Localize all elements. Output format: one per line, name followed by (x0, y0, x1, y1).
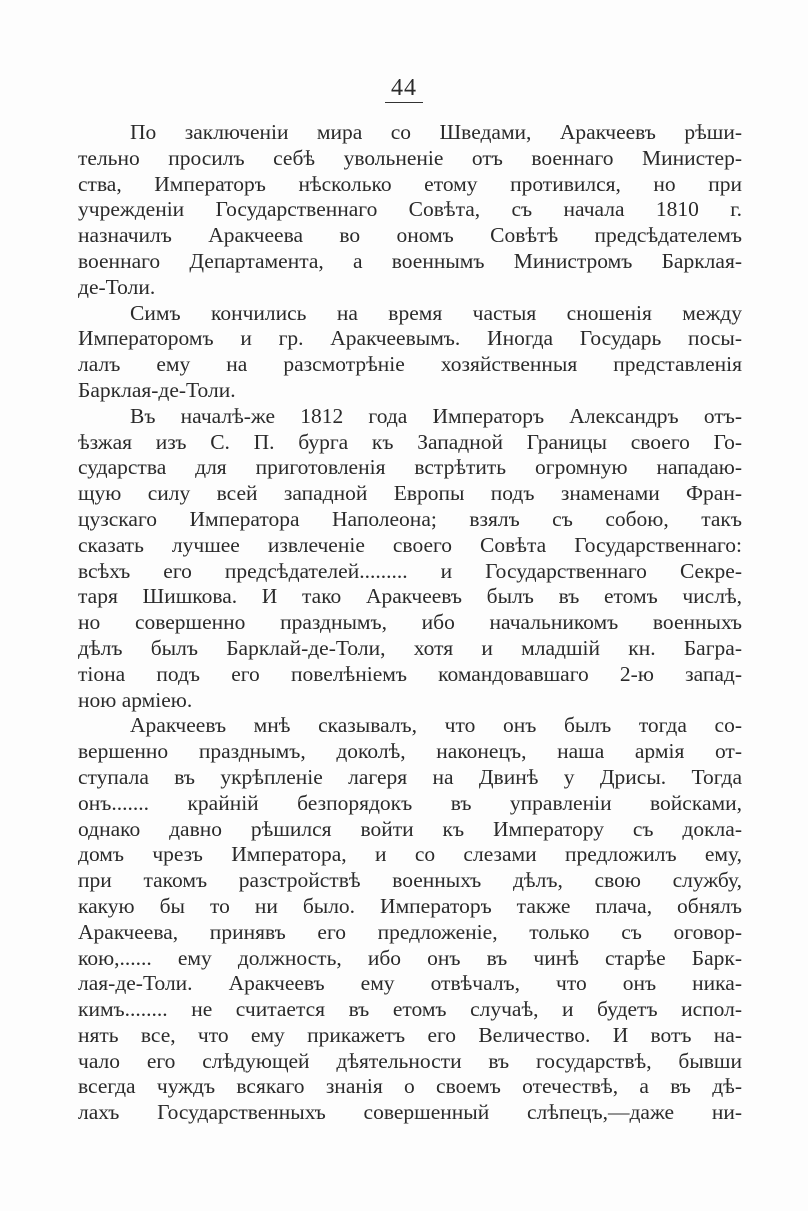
text-line: Барклая-де-Толи. (78, 377, 236, 402)
page-number-text: 44 (385, 74, 423, 103)
text-line: таря Шишкова. И тако Аракчеевъ былъ въ етомъ числѣ, (78, 584, 742, 609)
page-number (0, 74, 808, 103)
text-line: но совершенно празднымъ, ибо начальникомъ военныхъ (78, 610, 742, 635)
text-line: Аракчеева, принявъ его предложеніе, только съ оговор- (78, 919, 742, 944)
text-line: учрежденіи Государственнаго Совѣта, съ начала 1810 г. (78, 197, 742, 222)
text-line: всѣхъ его предсѣдателей......... и Государственнаго Секре- (78, 558, 742, 583)
text-line: при такомъ разстройствѣ военныхъ дѣлъ, свою службу, (78, 868, 742, 893)
text-line: какую бы то ни было. Императоръ также плача, обнялъ (78, 893, 742, 918)
text-line: назначилъ Аракчеева во ономъ Совѣтѣ предсѣдателемъ (78, 223, 742, 248)
text-line: кимъ........ не считается въ етомъ случаѣ, и будетъ испол- (78, 997, 742, 1022)
text-line: ступала въ укрѣпленіе лагеря на Двинѣ у Дрисы. Тогда (78, 764, 742, 789)
text-line: тіона подъ его повелѣніемъ командовавшаго 2-ю запад- (78, 661, 742, 686)
text-line: щую силу всей западной Европы подъ знаменами Фран- (78, 481, 742, 506)
text-line: ства, Императоръ нѣсколько етому противился, но при (78, 171, 742, 196)
text-line: ѣзжая изъ С. П. бурга къ Западной Границы своего Го- (78, 429, 742, 454)
text-line: домъ чрезъ Императора, и со слезами предложилъ ему, (78, 842, 742, 867)
text-line: де-Толи. (78, 274, 156, 299)
text-line: нять все, что ему прикажетъ его Величество. И вотъ на- (78, 1022, 742, 1047)
text-line: лалъ ему на разсмотрѣніе хозяйственныя представленія (78, 352, 742, 377)
text-line: дѣлъ былъ Барклай-де-Толи, хотя и младшій кн. Багра- (78, 635, 742, 660)
text-line: всегда чуждъ всякаго знанія о своемъ отечествѣ, а въ дѣ- (78, 1074, 742, 1099)
text-line: Симъ кончились на время частыя сношенія между (130, 300, 742, 325)
text-line: Императоромъ и гр. Аракчеевымъ. Иногда Государь посы- (78, 326, 742, 351)
text-line: тельно просилъ себѣ увольненіе отъ военнаго Министер- (78, 145, 742, 170)
text-line: сударства для приготовленія встрѣтить огромную нападаю- (78, 455, 742, 480)
text-line: По заключеніи мира со Шведами, Аракчеевъ рѣши- (130, 120, 742, 144)
text-line: Аракчеевъ мнѣ сказывалъ, что онъ былъ тогда со- (130, 713, 742, 738)
text-line: чало его слѣдующей дѣятельности въ государствѣ, бывши (78, 1048, 742, 1073)
text-line: сказать лучшее извлеченіе своего Совѣта Государственнаго: (78, 532, 742, 557)
text-line: лахъ Государственныхъ совершенный слѣпецъ,—даже ни- (78, 1100, 742, 1125)
body-text (78, 120, 742, 1126)
text-line: ною арміею. (78, 687, 193, 712)
text-line: лая-де-Толи. Аракчеевъ ему отвѣчалъ, что онъ ника- (78, 971, 742, 996)
text-line: военнаго Департамента, а военнымъ Министромъ Барклая- (78, 248, 742, 273)
text-line: Въ началѣ-же 1812 года Императоръ Александръ отъ- (130, 403, 742, 428)
text-line: вершенно празднымъ, доколѣ, наконецъ, наша армія от- (78, 739, 742, 764)
text-line: кою,...... ему должность, ибо онъ въ чинѣ старѣе Барк- (78, 945, 742, 970)
text-line: онъ....... крайній безпорядокъ въ управленіи войсками, (78, 790, 742, 815)
text-line: цузскаго Императора Наполеона; взялъ съ собою, такъ (78, 506, 742, 531)
text-line: однако давно рѣшился войти къ Императору съ докла- (78, 816, 742, 841)
